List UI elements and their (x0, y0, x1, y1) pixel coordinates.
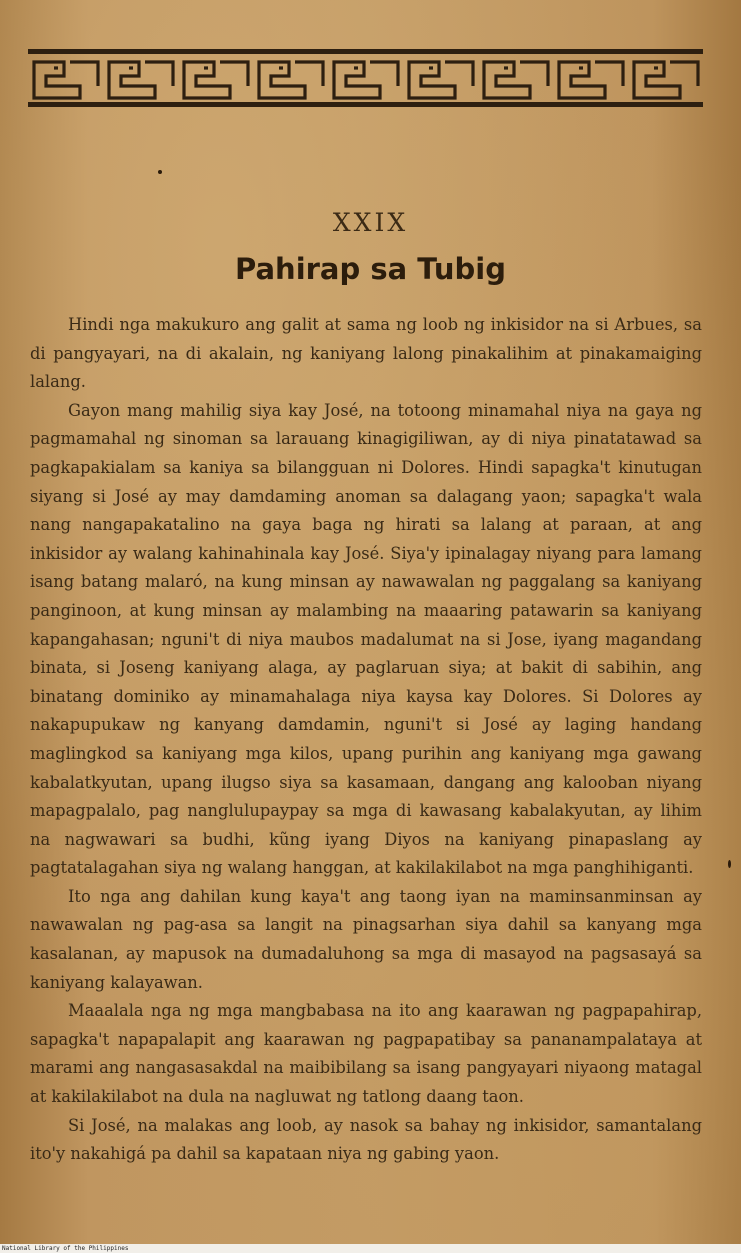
paragraph: Ito nga ang dahilan kung kaya't ang taong iyan na maminsanminsan ay nawawalan ng pag-asa sa langit na pinagsarhan siya dahil sa kanyang mga kasalanan, ay mapusok na dumadaluhong sa mga di masayod na pagsasayá sa kaniyang kalayawan. (30, 886, 702, 992)
chapter-title: Pahirap sa Tubig (235, 252, 506, 286)
ink-speck (728, 860, 731, 868)
paragraph: Si José, na malakas ang loob, ay nasok sa bahay ng inkisidor, samantalang ito'y nakahigá pa dahil sa kapataan niya ng gabing yaon. (30, 1115, 702, 1164)
chapter-body (30, 311, 702, 1169)
paragraph: Gayon mang mahilig siya kay José, na totoong minamahal niya na gaya ng pagmamahal ng sinoman sa larauang kinagigiliwan, ay di niya pinatatawad sa pagkapakialam sa kaniya sa bilangguan ni Dolores. Hindi sapagka't kinutugan siyang si José ay may damdaming anoman sa dalagang yaon; sapagka't wala nang nangapakatalino na gaya baga ng hirati sa lalang at paraan, at ang inkisidor ay walang kahinahinala kay José. Siya'y ipinalagay niyang para lamang isang batang malaró, na kung minsan ay nawawalan ng paggalang sa kaniyang panginoon, at kung minsan ay malambing na maaaring patawarin sa kaniyang kapangahasan; nguni't di niya maubos madalumat na si Jose, iyang magandang binata, si Joseng kaniyang alaga, ay paglaruan siya; at bakit di sabihin, ang binatang dominiko ay minamahalaga niya kaysa kay Dolores. Si Dolores ay nakapupukaw ng kanyang damdamin, nguni't si José ay laging handang maglingkod sa kaniyang mga kilos, upang purihin ang kaniyang mga gawang kabalatkyutan, upang ilugso siya sa kasamaan, dangang ang kalooban niyang mapagpalalo, pag nanglulupaypay sa mga di kawasang kabalakyutan, ay lihim na nagwawari sa budhi, kũng iyang Diyos na kaniyang pinapaslang ay pagtatalagahan siya ng walang hanggan, at kakilakilabot na mga panghihiganti. (30, 400, 702, 878)
greek-key-border (28, 46, 703, 112)
paragraph: Hindi nga makukuro ang galit at sama ng loob ng inkisidor na si Arbues, sa di pangyayari, na di akalain, ng kaniyang lalong pinakalihim at pinakamaiging lalang. (30, 315, 702, 392)
ink-speck (158, 170, 162, 174)
chapter-number: XXIX (332, 208, 409, 237)
paragraph: Maaalala nga ng mga mangbabasa na ito ang kaarawan ng pagpapahirap, sapagka't napapalapit ang kaarawan ng pagpapatibay sa pananampalataya at marami ang nangasasakdal na maibibilang sa isang pangyayari niyaong matagal at kakilakilabot na dula na nagluwat ng tatlong daang taon. (30, 1001, 702, 1107)
scan-credit: National Library of the Philippines (0, 1244, 741, 1253)
